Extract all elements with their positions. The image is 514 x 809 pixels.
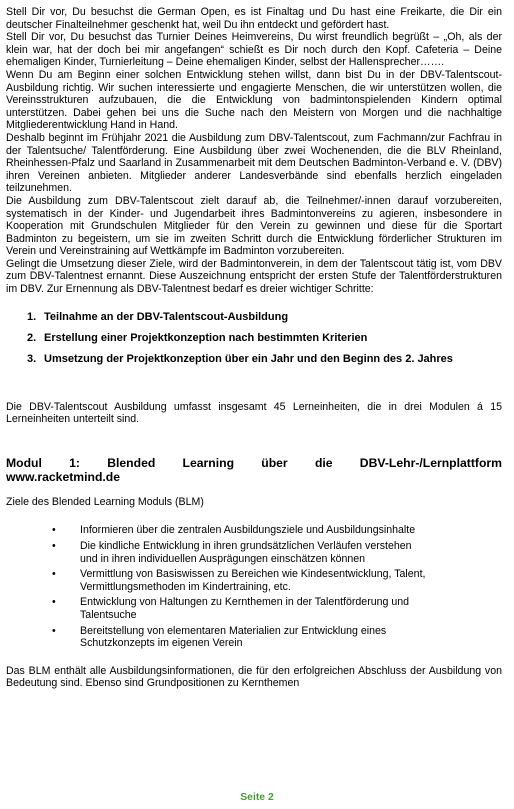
step-text: Erstellung einer Projektkonzeption nach bestimmten Kriterien xyxy=(44,331,368,344)
intro-paragraph-3: Wenn Du am Beginn einer solchen Entwicklung stehen willst, dann bist Du in der DBV-Talentscout-Ausbildung richtig. Wir suchen interessierte und engagierte Menschen, die wir unterstützen wollen, die Vereinsstrukturen aufzubauen, die die Entwicklung von badmintonspielenden Kindern optimal unterstützen. Dabei gehen bei uns die Suche nach den Meistern von Morgen und die nachhaltige Mitgliederentwicklung Hand in Hand. xyxy=(6,68,502,132)
step-item xyxy=(6,310,502,324)
goal-item xyxy=(6,524,502,537)
step-item xyxy=(6,352,502,366)
step-text: Umsetzung der Projektkonzeption über ein Jahr und den Beginn des 2. Jahres xyxy=(44,352,453,365)
intro-paragraph-5: Die Ausbildung zum DBV-Talentscout zielt darauf ab, die Teilnehmer/-innen darauf vorzubereiten, systematisch in der Kinder- und Jugendarbeit ihres Badmintonvereins zu agieren, insbesondere in Kooperation mit Grundschulen Mitglieder für den Verein zu gewinnen und diese für die Sportart Badminton zu begeistern, um sie im zweiten Schritt durch die Entwicklung förderlicher Strukturen im Verein und Vereinstraining auf Wettkämpfe im Badminton vorzubereiten. xyxy=(6,194,502,258)
bullet-icon: • xyxy=(52,596,56,609)
summary-paragraph: Die DBV-Talentscout Ausbildung umfasst insgesamt 45 Lerneinheiten, die in drei Modulen á 15 Lerneinheiten unterteilt sind. xyxy=(6,400,502,426)
document-page xyxy=(6,6,502,690)
heading-url: www.racketmind.de xyxy=(6,469,121,484)
intro-paragraph-4: Deshalb beginnt im Frühjahr 2021 die Ausbildung zum DBV-Talentscout, zum Fachmann/zur Fachfrau in der Talentsuche/ Talentförderung. Eine Ausbildung über zwei Wochenenden, die die BLV Rheinland, Rheinhessen-Pfalz und Saarland in Zusammenarbeit mit dem Deutschen Badminton-Verband e. V. (DBV) ihren Vereinen anbieten. Mitglieder anderer Landesverbände sind ebenfalls herzlich eingeladen teilzunehmen. xyxy=(6,131,502,195)
step-text: Teilnahme an der DBV-Talentscout-Ausbildung xyxy=(44,310,289,323)
goals-label: Ziele des Blended Learning Moduls (BLM) xyxy=(6,495,204,508)
heading-word: über xyxy=(261,455,288,470)
bullet-icon: • xyxy=(52,540,56,553)
goal-item xyxy=(6,540,502,565)
heading-word: Learning xyxy=(182,455,235,470)
step-number: 1. xyxy=(27,310,37,323)
heading-word: DBV-Lehr-/Lernplattform xyxy=(359,455,502,470)
page-number: Seite 2 xyxy=(240,792,274,803)
goal-text: Vermittlung von Basiswissen zu Bereichen wie Kindesentwicklung, Talent, Vermittlungsmethoden im Kindertraining, etc. xyxy=(80,568,426,593)
intro-paragraph-1: Stell Dir vor, Du besuchst die German Open, es ist Finaltag und Du hast eine Freikarte, die Dir ein deutscher Finalteilnehmer geschenkt hat, weil Du ihn entdeckt und gefördert hast. xyxy=(6,6,502,31)
bullet-icon: • xyxy=(52,624,56,637)
closing-paragraph: Das BLM enthält alle Ausbildungsinformationen, die für den erfolgreichen Abschluss der Ausbildung von Bedeutung sind. Ebenso sind Grundpositionen zu Kernthemen xyxy=(6,664,502,690)
intro-paragraph-2: Stell Dir vor, Du besuchst das Turnier Deines Heimvereins, Du wirst freundlich begrüßt – „Oh, als der klein war, hat der doch bei mir angefangen“ schießt es Dir noch durch den Kopf. Cafeteria – Deine ehemaligen Kinder, Turnierleitung – Deine ehemaligen Kinder, selbst der Hallensprecher……. xyxy=(6,31,502,69)
bullet-icon: • xyxy=(52,568,56,581)
goal-text: Informieren über die zentralen Ausbildungsziele und Ausbildungsinhalte xyxy=(80,524,416,537)
goals-list xyxy=(6,524,502,649)
steps-list xyxy=(6,310,502,366)
heading-word: Modul xyxy=(6,455,42,470)
intro-paragraph-6: Gelingt die Umsetzung dieser Ziele, wird der Badmintonverein, in dem der Talentscout tätig ist, vom DBV zum DBV-Talentnest ernannt. Diese Auszeichnung entspricht der ersten Stufe der Talentförderstrukturen im DBV. Zur Ernennung als DBV-Talentnest bedarf es dreier wichtiger Schritte: xyxy=(6,257,502,296)
heading-word: Blended xyxy=(107,455,156,470)
step-item xyxy=(6,331,502,345)
bullet-icon: • xyxy=(52,524,56,537)
goal-item xyxy=(6,568,502,593)
heading-word: 1: xyxy=(69,455,80,470)
goal-text: Bereitstellung von elementaren Materialien zur Entwicklung eines Schutzkonzepts im eigenen Verein xyxy=(80,624,387,650)
intro-section xyxy=(6,6,502,296)
goal-text: Die kindliche Entwicklung in ihren grundsätzlichen Verläufen verstehen und in ihren individuellen Ausprägungen einschätzen können xyxy=(80,540,412,565)
goal-item xyxy=(6,596,502,621)
heading-word: die xyxy=(314,455,333,470)
step-number: 3. xyxy=(27,352,37,365)
goal-text: Entwicklung von Haltungen zu Kernthemen in der Talentförderung und Talentsuche xyxy=(80,596,410,621)
module-heading xyxy=(6,456,502,484)
goal-item xyxy=(6,625,502,650)
step-number: 2. xyxy=(27,331,37,344)
